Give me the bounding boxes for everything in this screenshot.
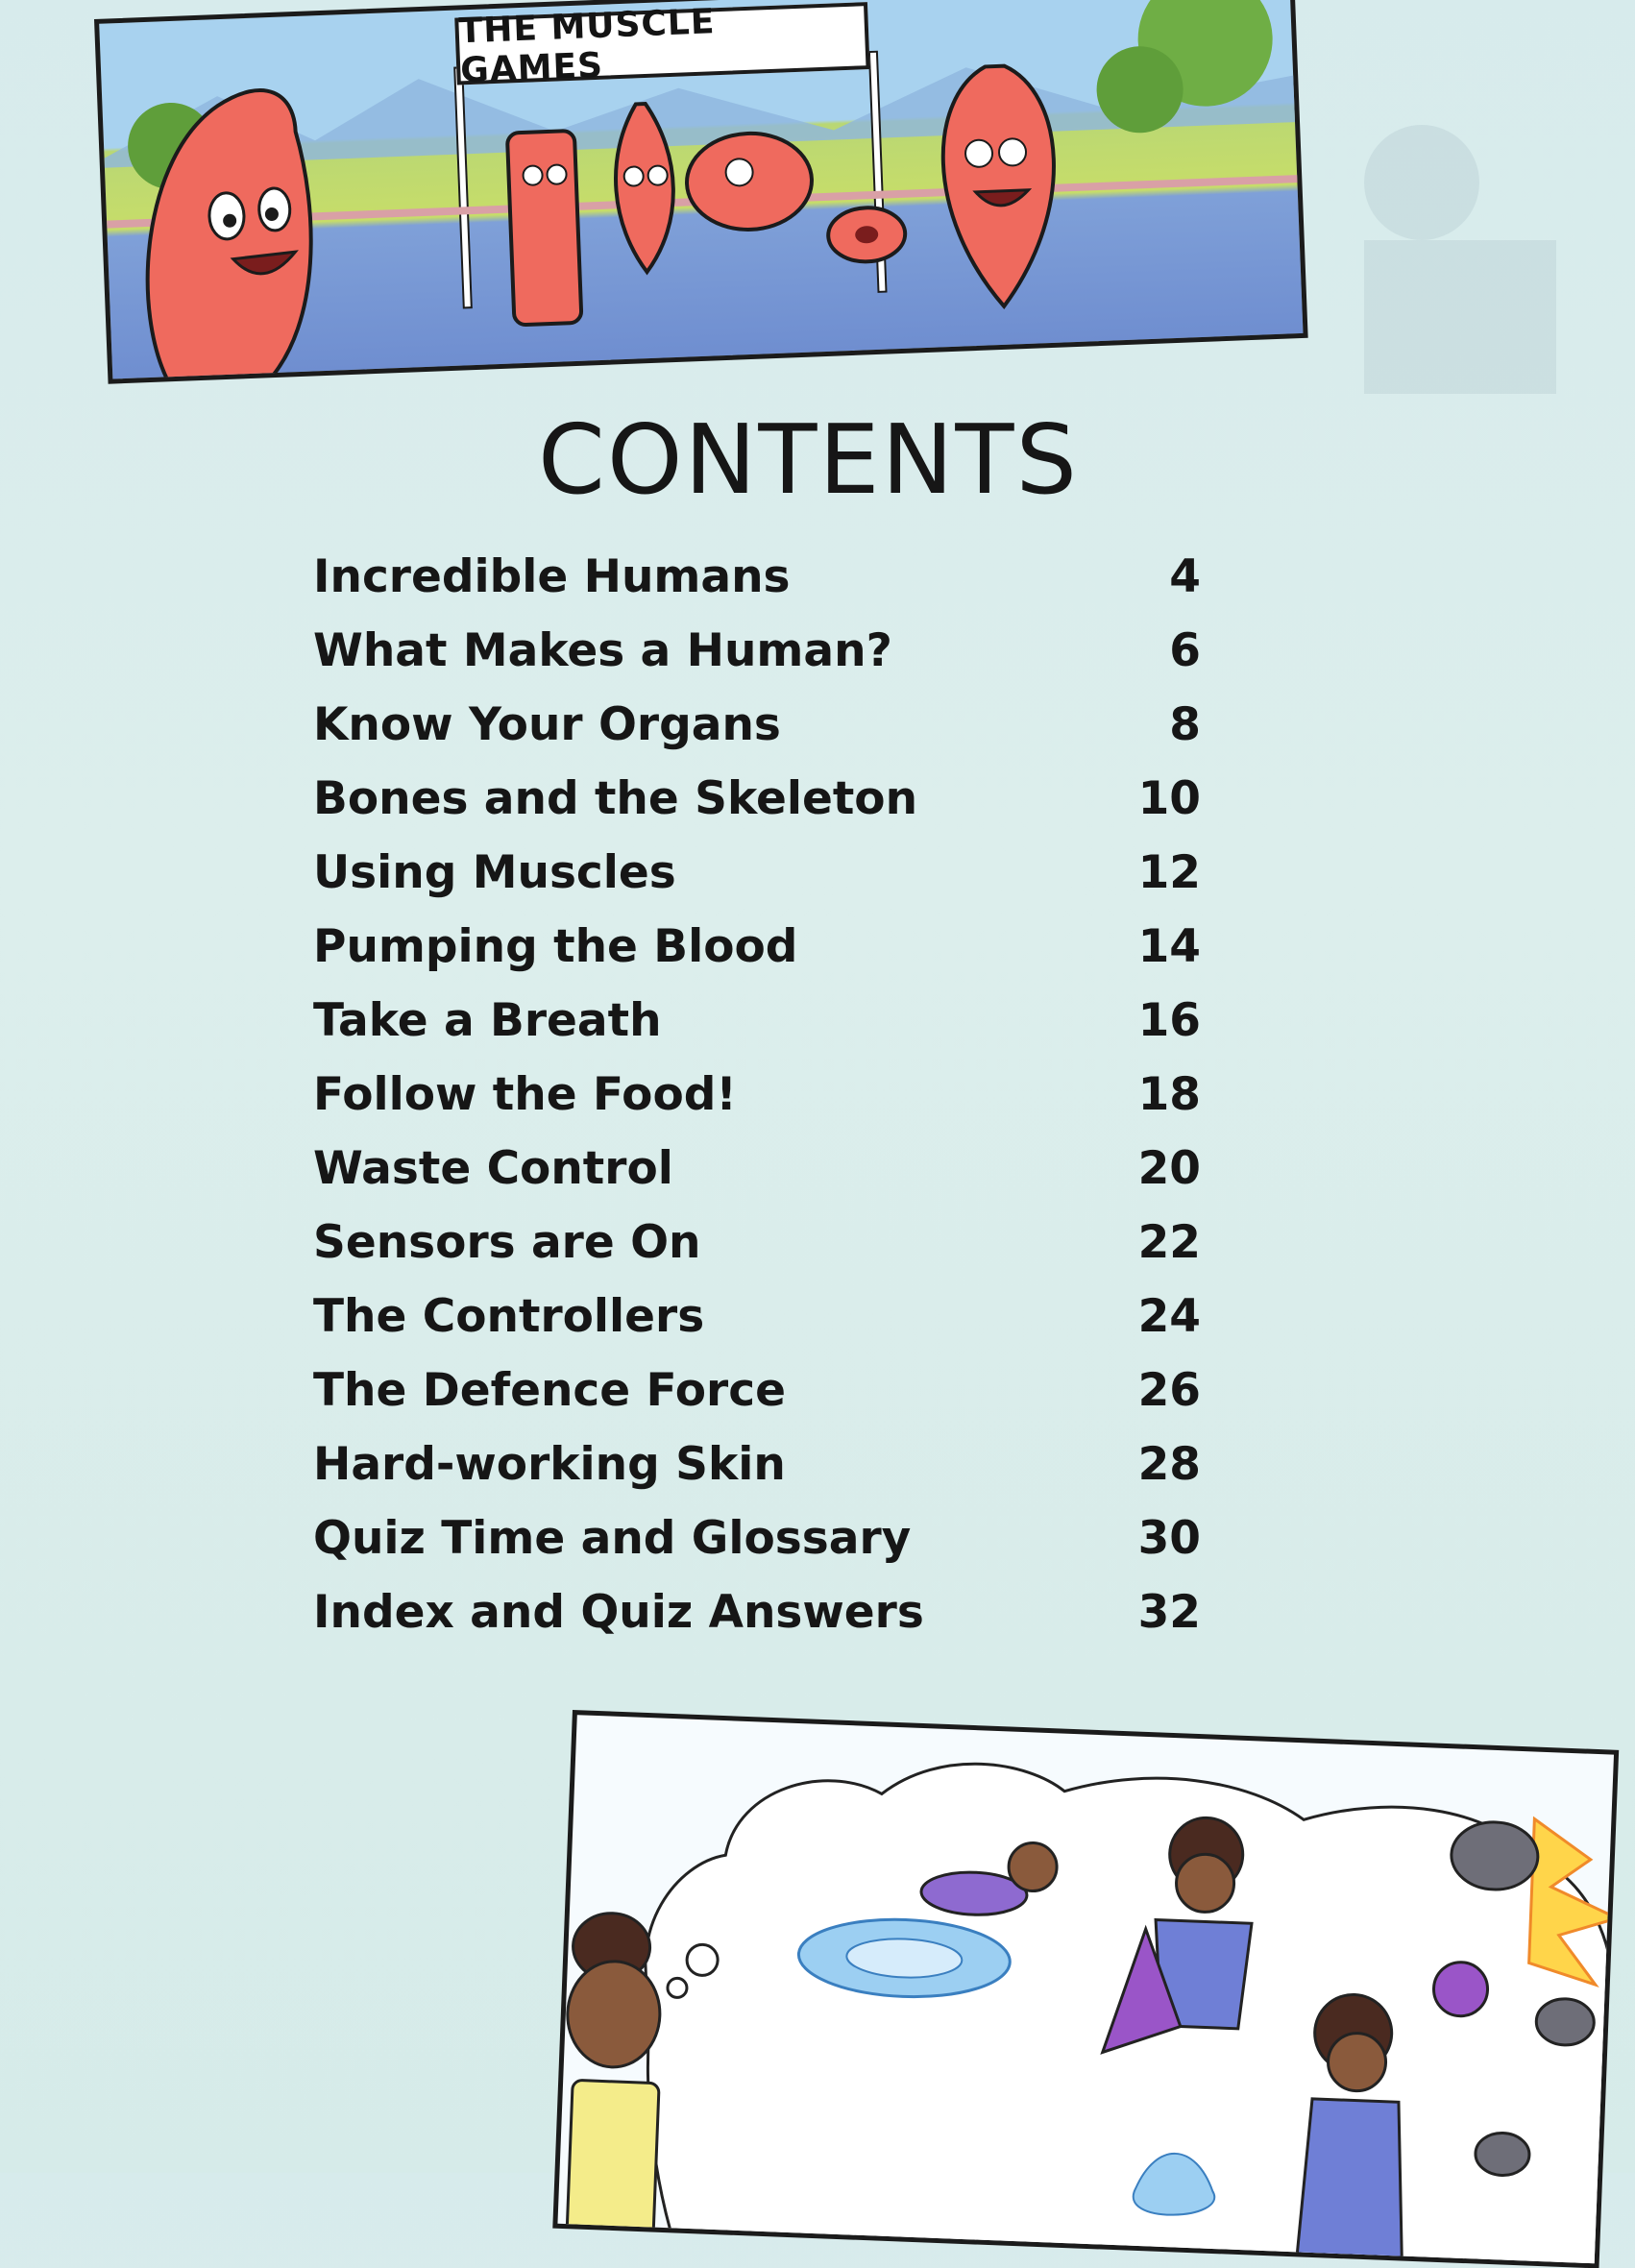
toc-entry-title: What Makes a Human?: [313, 624, 892, 677]
toc-entry-page: 20: [1137, 1142, 1201, 1195]
muscle-games-comic-panel: [94, 0, 1308, 384]
toc-entry-title: The Controllers: [313, 1290, 705, 1343]
toc-entry-title: Waste Control: [313, 1142, 673, 1195]
superhero-girl-illustration: [557, 1715, 1619, 2268]
muscle-games-banner: [454, 2, 869, 91]
toc-entry-title: Take a Breath: [313, 994, 662, 1047]
toc-entry-page: 22: [1137, 1216, 1201, 1269]
toc-entry-title: Pumping the Blood: [313, 920, 798, 973]
toc-entry-page: 18: [1137, 1068, 1201, 1121]
toc-entry-page: 6: [1169, 624, 1201, 677]
toc-entry-page: 26: [1137, 1364, 1201, 1417]
toc-entry[interactable]: [313, 1575, 1201, 1649]
toc-entry[interactable]: [313, 1058, 1201, 1132]
superhero-comic-panel: [552, 1710, 1619, 2268]
toc-entry[interactable]: [313, 836, 1201, 910]
toc-entry[interactable]: [313, 1206, 1201, 1280]
toc-entry-page: 32: [1137, 1586, 1201, 1639]
toc-entry-title: Hard-working Skin: [313, 1438, 786, 1491]
toc-entry-page: 14: [1137, 920, 1201, 973]
toc-entry[interactable]: [313, 910, 1201, 984]
table-of-contents: [313, 540, 1201, 1649]
toc-entry-page: 10: [1137, 772, 1201, 825]
toc-entry-title: Bones and the Skeleton: [313, 772, 918, 825]
toc-entry[interactable]: [313, 762, 1201, 836]
toc-entry[interactable]: [313, 688, 1201, 762]
toc-entry-title: The Defence Force: [313, 1364, 786, 1417]
toc-entry[interactable]: [313, 614, 1201, 688]
toc-entry[interactable]: [313, 1501, 1201, 1575]
toc-entry[interactable]: [313, 1280, 1201, 1353]
toc-entry-title: Know Your Organs: [313, 698, 781, 751]
toc-entry-title: Sensors are On: [313, 1216, 701, 1269]
toc-entry-page: 30: [1137, 1512, 1201, 1565]
toc-entry[interactable]: [313, 1427, 1201, 1501]
toc-entry-page: 12: [1137, 846, 1201, 899]
toc-entry-title: Quiz Time and Glossary: [313, 1512, 912, 1565]
toc-entry-title: Incredible Humans: [313, 550, 791, 603]
toc-entry[interactable]: [313, 1132, 1201, 1206]
page-title: CONTENTS: [538, 403, 1079, 516]
toc-entry[interactable]: [313, 984, 1201, 1058]
toc-entry-page: 8: [1169, 698, 1201, 751]
toc-entry-page: 4: [1169, 550, 1201, 603]
banner-text: THE MUSCLE GAMES: [457, 2, 717, 91]
toc-entry-title: Follow the Food!: [313, 1068, 737, 1121]
toc-entry-page: 28: [1137, 1438, 1201, 1491]
toc-entry[interactable]: [313, 1353, 1201, 1427]
toc-entry-page: 24: [1137, 1290, 1201, 1343]
background-faint-illustration: [1306, 106, 1633, 394]
toc-entry-title: Index and Quiz Answers: [313, 1586, 924, 1639]
toc-entry-title: Using Muscles: [313, 846, 676, 899]
toc-entry-page: 16: [1137, 994, 1201, 1047]
toc-entry[interactable]: [313, 540, 1201, 614]
